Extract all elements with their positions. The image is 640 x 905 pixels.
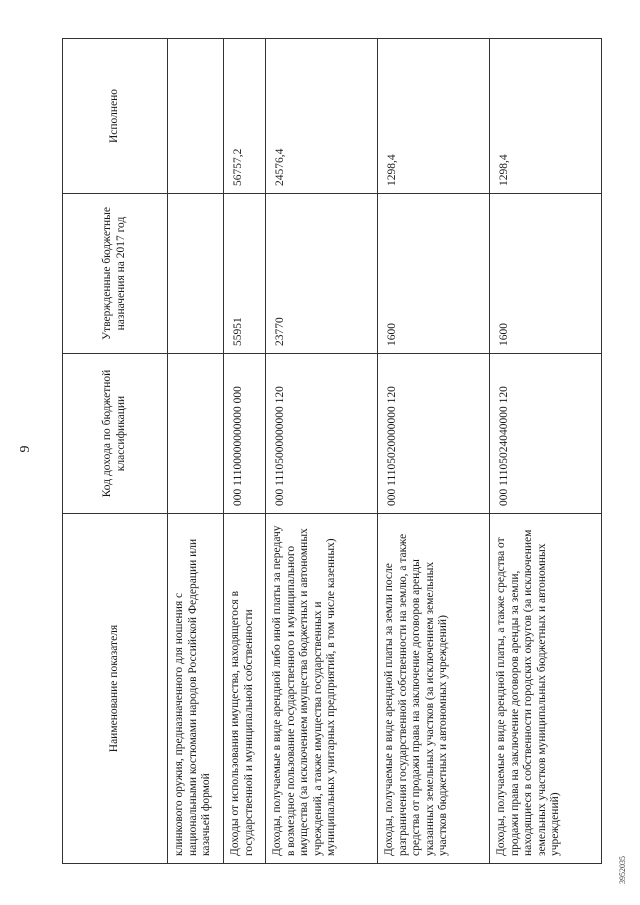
cell-executed: 1298,4: [490, 39, 602, 194]
document-id: 3952035: [618, 856, 627, 884]
rotated-page: [18, 39, 627, 884]
cell-code: 000 11105024040000 120: [490, 354, 602, 514]
cell-code: 000 11105020000000 120: [378, 354, 490, 514]
table-row: [266, 39, 378, 864]
table-row: [490, 39, 602, 864]
cell-code: 000 11100000000000 000: [224, 354, 266, 514]
cell-approved: 1600: [378, 194, 490, 354]
cell-approved: [168, 194, 224, 354]
cell-approved: 55951: [224, 194, 266, 354]
header-name: Наименование показателя: [63, 514, 168, 864]
page-number: 9: [18, 445, 33, 453]
cell-code: 000 11105000000000 120: [266, 354, 378, 514]
cell-name: Доходы, получаемые в виде арендной платы, а также средства от продажи права на заключение договоров аренды за земли, находящиеся в собственности городских округов (за исключением земельных участков муниципальных бюджетных и автономных учреждений): [490, 514, 602, 864]
budget-income-table: [62, 38, 602, 864]
cell-executed: [168, 39, 224, 194]
cell-approved: 23770: [266, 194, 378, 354]
cell-approved: 1600: [490, 194, 602, 354]
table-row: [224, 39, 266, 864]
cell-executed: 56757,2: [224, 39, 266, 194]
cell-name: Доходы, получаемые в виде арендной либо иной платы за передачу в возмездное пользование государственного и муниципального имущества (за исключением имущества бюджетных и автономных учреждений, а также имущества государственных и муниципальных унитарных предприятий, в том числе казенных): [266, 514, 378, 864]
table-row: [378, 39, 490, 864]
cell-name: Доходы от использования имущества, находящегося в государственной и муниципальной собственности: [224, 514, 266, 864]
header-executed: Исполнено: [63, 39, 168, 194]
cell-name: клинкового оружия, предназначенного для ношения с национальными костюмами народов Российской Федерации или казачьей формой: [168, 514, 224, 864]
table-row: [168, 39, 224, 864]
cell-code: [168, 354, 224, 514]
cell-executed: 24576,4: [266, 39, 378, 194]
header-code: Код дохода по бюджетной классификации: [63, 354, 168, 514]
header-approved: Утвержденные бюджетные назначения на 2017 год: [63, 194, 168, 354]
cell-executed: 1298,4: [378, 39, 490, 194]
table-header-row: [63, 39, 168, 864]
cell-name: Доходы, получаемые в виде арендной платы за земли после разграничения государственной собственности на землю, а также средства от продажи права на заключение договоров аренды указанных земельных участков (за исключением земельных участков бюджетных и автономных учреждений): [378, 514, 490, 864]
